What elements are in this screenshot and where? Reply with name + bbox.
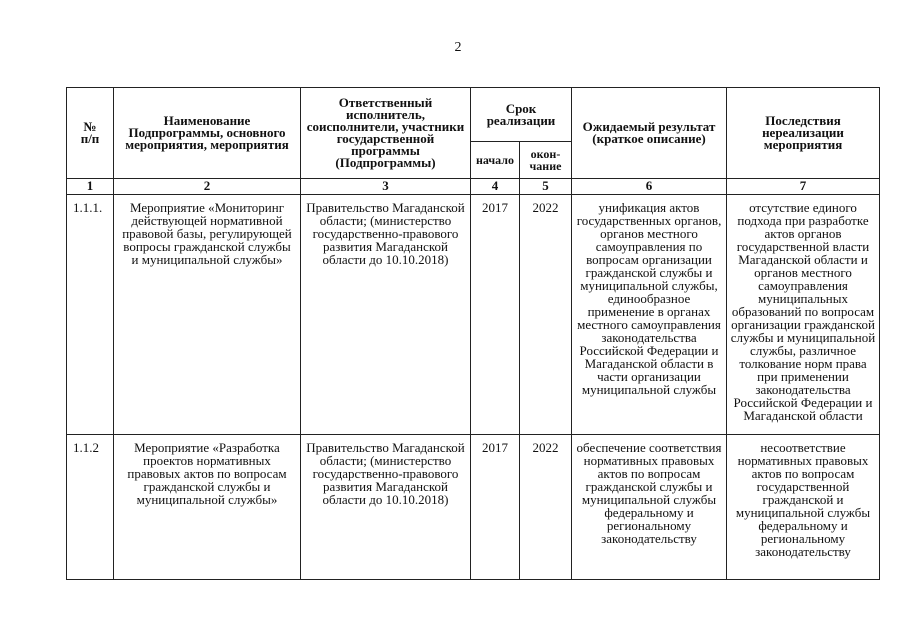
header-term: Срок реализации [471, 88, 572, 142]
table-row [67, 435, 880, 580]
row-number: 1.1.1. [67, 195, 114, 435]
row-number: 1.1.2 [67, 435, 114, 580]
header-consequences: Последствия нереализации мероприятия [727, 88, 880, 179]
column-number: 4 [471, 179, 520, 195]
responsible-executor: Правительство Магаданской области; (министерство государственно-правового развития Магаданской области до 10.10.2018) [301, 195, 471, 435]
header-start: начало [471, 142, 520, 179]
column-number: 1 [67, 179, 114, 195]
column-number: 3 [301, 179, 471, 195]
non-implementation-consequences: несоответствие нормативных правовых актов по вопросам государственной гражданской и муниципальной службы федеральному и региональному законодательству [727, 435, 880, 580]
measure-name: Мероприятие «Разработка проектов нормативных правовых актов по вопросам гражданской службы и муниципальной службы» [114, 435, 301, 580]
column-number: 5 [520, 179, 572, 195]
end-year: 2022 [520, 435, 572, 580]
column-number-row [67, 179, 880, 195]
header-responsible: Ответственный исполнитель, соисполнители, участники государственной программы (Подпрограммы) [301, 88, 471, 179]
header-name: Наименование Подпрограммы, основного мероприятия, мероприятия [114, 88, 301, 179]
non-implementation-consequences: отсутствие единого подхода при разработке актов органов государственной власти Магаданской области и органов местного самоуправления муниципальных образований по вопросам организации гражданской службы и муниципальной службы, различное толкование норм права при применении законодательства Российской Федерации и Магаданской области [727, 195, 880, 435]
header-num: № п/п [67, 88, 114, 179]
start-year: 2017 [471, 195, 520, 435]
column-number: 6 [572, 179, 727, 195]
measure-name: Мероприятие «Мониторинг действующей нормативной правовой базы, регулирующей вопросы гражданской службы и муниципальной службы» [114, 195, 301, 435]
header-result: Ожидаемый результат (краткое описание) [572, 88, 727, 179]
table-row [67, 195, 880, 435]
expected-result: унификация актов государственных органов, органов местного самоуправления по вопросам организации гражданской службы и муниципальной службы, единообразное применение в органах местного самоуправления законодательства Российской Федерации и Магаданской области в части организации муниципальной службы [572, 195, 727, 435]
end-year: 2022 [520, 195, 572, 435]
program-measures-table [66, 87, 880, 580]
expected-result: обеспечение соответствия нормативных правовых актов по вопросам гражданской службы и муниципальной службы федеральному и региональному законодательству [572, 435, 727, 580]
page-number: 2 [454, 40, 462, 55]
responsible-executor: Правительство Магаданской области; (министерство государственно-правового развития Магаданской области до 10.10.2018) [301, 435, 471, 580]
column-number: 7 [727, 179, 880, 195]
header-row-top [67, 88, 880, 142]
column-number: 2 [114, 179, 301, 195]
header-end: окон- чание [520, 142, 572, 179]
start-year: 2017 [471, 435, 520, 580]
